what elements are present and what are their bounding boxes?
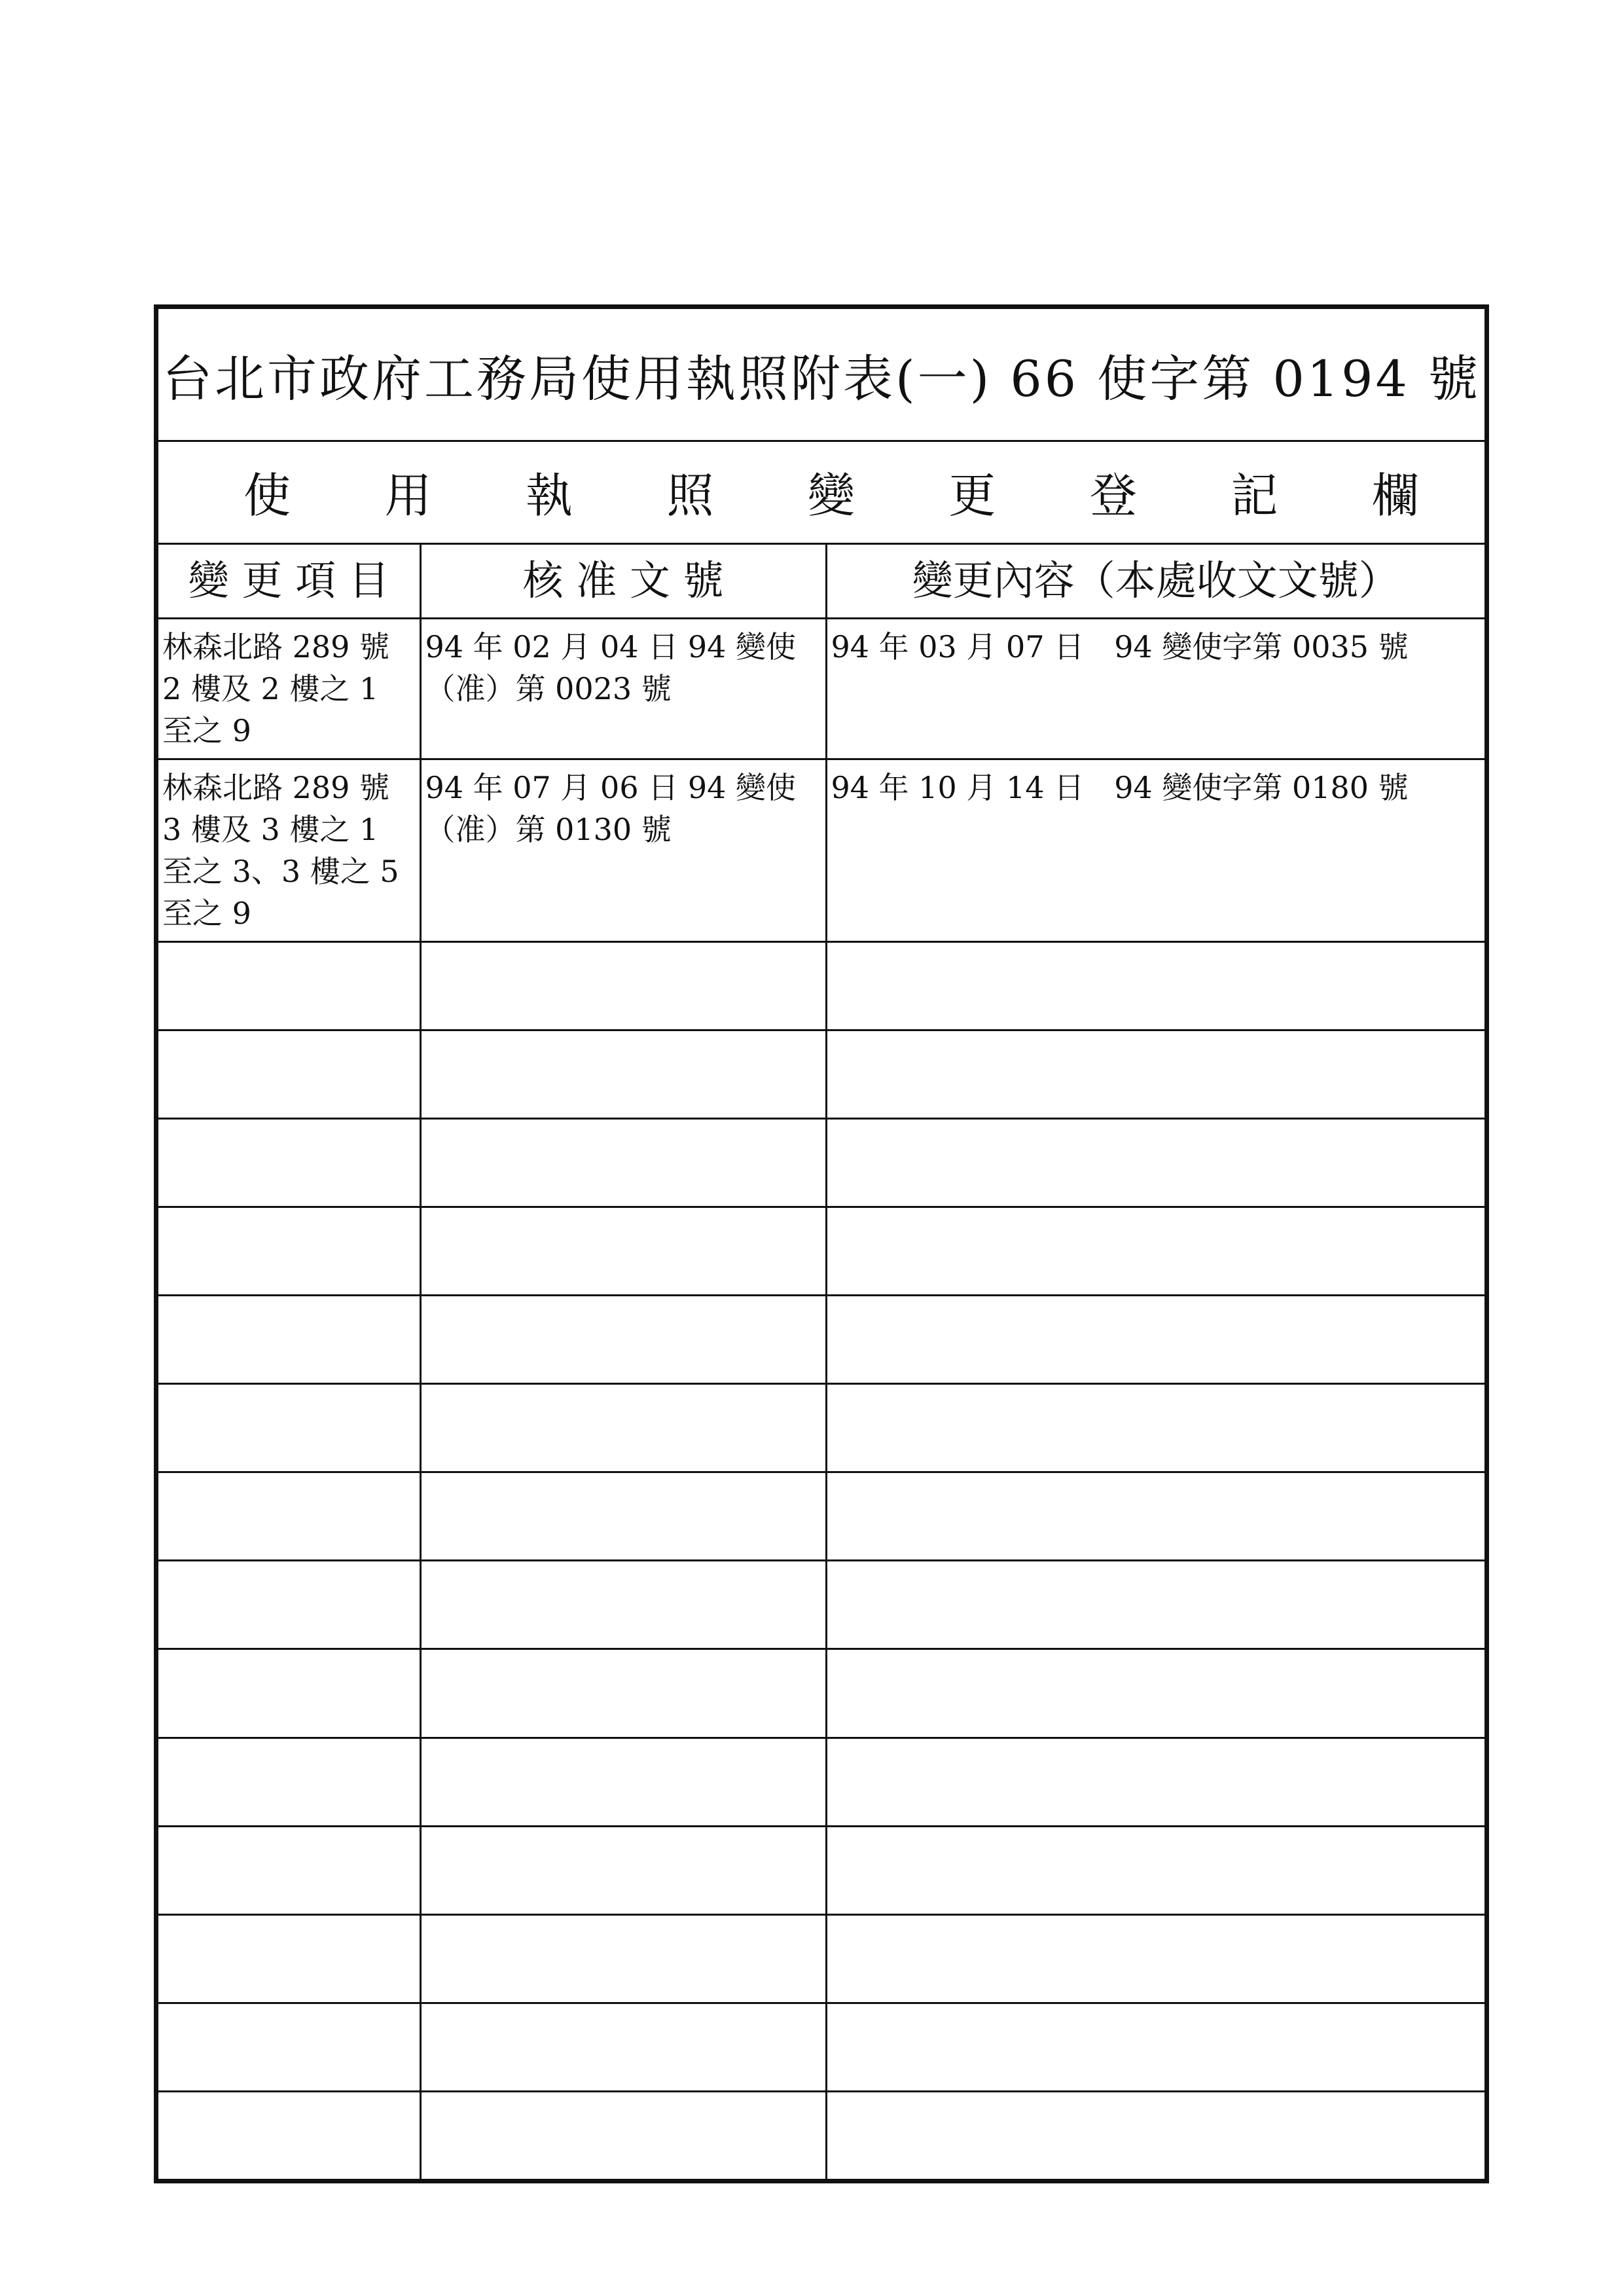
empty-cell bbox=[826, 1296, 1484, 1384]
empty-cell bbox=[826, 1561, 1484, 1649]
empty-cell bbox=[826, 1118, 1484, 1207]
empty-cell bbox=[420, 2091, 826, 2179]
empty-table-row bbox=[158, 1207, 1484, 1296]
change-register-table bbox=[158, 545, 1484, 2179]
empty-cell bbox=[158, 1118, 420, 1207]
empty-cell bbox=[420, 1649, 826, 1738]
cell-approval-number: 94 年 02 月 04 日 94 變使（准）第 0023 號 bbox=[420, 618, 826, 759]
empty-cell bbox=[826, 1914, 1484, 2003]
empty-cell bbox=[420, 1914, 826, 2003]
header-change-item: 變 更 項 目 bbox=[158, 545, 420, 618]
empty-table-row bbox=[158, 1738, 1484, 1826]
empty-table-row bbox=[158, 1030, 1484, 1118]
empty-cell bbox=[420, 1207, 826, 1296]
table-header-row bbox=[158, 545, 1484, 618]
empty-cell bbox=[158, 1296, 420, 1384]
subtitle-char: 照 bbox=[666, 467, 714, 523]
header-change-content: 變更內容（本處收文文號） bbox=[826, 545, 1484, 618]
empty-cell bbox=[826, 1030, 1484, 1118]
cell-approval-number: 94 年 07 月 06 日 94 變使（准）第 0130 號 bbox=[420, 759, 826, 941]
empty-cell bbox=[826, 1207, 1484, 1296]
empty-cell bbox=[158, 1030, 420, 1118]
empty-cell bbox=[826, 1649, 1484, 1738]
empty-cell bbox=[420, 1118, 826, 1207]
empty-table-row bbox=[158, 1649, 1484, 1738]
cell-change-content: 94 年 10 月 14 日 94 變使字第 0180 號 bbox=[826, 759, 1484, 941]
header-approval-number: 核 准 文 號 bbox=[420, 545, 826, 618]
empty-cell bbox=[420, 1561, 826, 1649]
form-title-row bbox=[158, 309, 1484, 442]
empty-cell bbox=[158, 2091, 420, 2179]
empty-cell bbox=[420, 1384, 826, 1472]
empty-cell bbox=[420, 1472, 826, 1561]
empty-cell bbox=[420, 1030, 826, 1118]
empty-cell bbox=[826, 941, 1484, 1030]
empty-cell bbox=[420, 941, 826, 1030]
empty-cell bbox=[826, 1472, 1484, 1561]
empty-cell bbox=[158, 941, 420, 1030]
license-change-form bbox=[154, 304, 1489, 2183]
empty-cell bbox=[420, 1826, 826, 1914]
empty-cell bbox=[826, 1384, 1484, 1472]
empty-cell bbox=[158, 1649, 420, 1738]
empty-table-row bbox=[158, 1384, 1484, 1472]
subtitle-char: 使 bbox=[243, 467, 291, 523]
table-row bbox=[158, 759, 1484, 941]
empty-table-row bbox=[158, 1472, 1484, 1561]
empty-cell bbox=[158, 2003, 420, 2091]
empty-table-row bbox=[158, 1118, 1484, 1207]
empty-cell bbox=[826, 2003, 1484, 2091]
empty-cell bbox=[158, 1207, 420, 1296]
subtitle-char: 更 bbox=[948, 467, 996, 523]
table-row bbox=[158, 618, 1484, 759]
subtitle-char: 記 bbox=[1231, 467, 1278, 523]
cell-change-content: 94 年 03 月 07 日 94 變使字第 0035 號 bbox=[826, 618, 1484, 759]
empty-cell bbox=[826, 1826, 1484, 1914]
empty-cell bbox=[158, 1914, 420, 2003]
empty-table-row bbox=[158, 2091, 1484, 2179]
empty-table-row bbox=[158, 1914, 1484, 2003]
subtitle-char: 登 bbox=[1089, 467, 1137, 523]
cell-change-item: 林森北路 289 號 3 樓及 3 樓之 1 至之 3、3 樓之 5 至之 9 bbox=[158, 759, 420, 941]
empty-cell bbox=[420, 1296, 826, 1384]
empty-table-row bbox=[158, 1296, 1484, 1384]
form-title: 台北市政府工務局使用執照附表(一) 66 使字第 0194 號 bbox=[162, 349, 1481, 408]
empty-cell bbox=[420, 1738, 826, 1826]
empty-table-row bbox=[158, 1561, 1484, 1649]
cell-change-item: 林森北路 289 號 2 樓及 2 樓之 1 至之 9 bbox=[158, 618, 420, 759]
empty-table-row bbox=[158, 941, 1484, 1030]
empty-table-row bbox=[158, 1826, 1484, 1914]
empty-cell bbox=[158, 1561, 420, 1649]
subtitle-char: 執 bbox=[525, 467, 573, 523]
empty-cell bbox=[826, 2091, 1484, 2179]
empty-cell bbox=[826, 1738, 1484, 1826]
subtitle-char: 變 bbox=[807, 467, 855, 523]
empty-table-row bbox=[158, 2003, 1484, 2091]
empty-cell bbox=[420, 2003, 826, 2091]
subtitle-char: 用 bbox=[384, 467, 432, 523]
empty-cell bbox=[158, 1472, 420, 1561]
empty-cell bbox=[158, 1384, 420, 1472]
form-subtitle-row bbox=[158, 440, 1484, 545]
empty-cell bbox=[158, 1738, 420, 1826]
subtitle-char: 欄 bbox=[1371, 467, 1419, 523]
empty-cell bbox=[158, 1826, 420, 1914]
